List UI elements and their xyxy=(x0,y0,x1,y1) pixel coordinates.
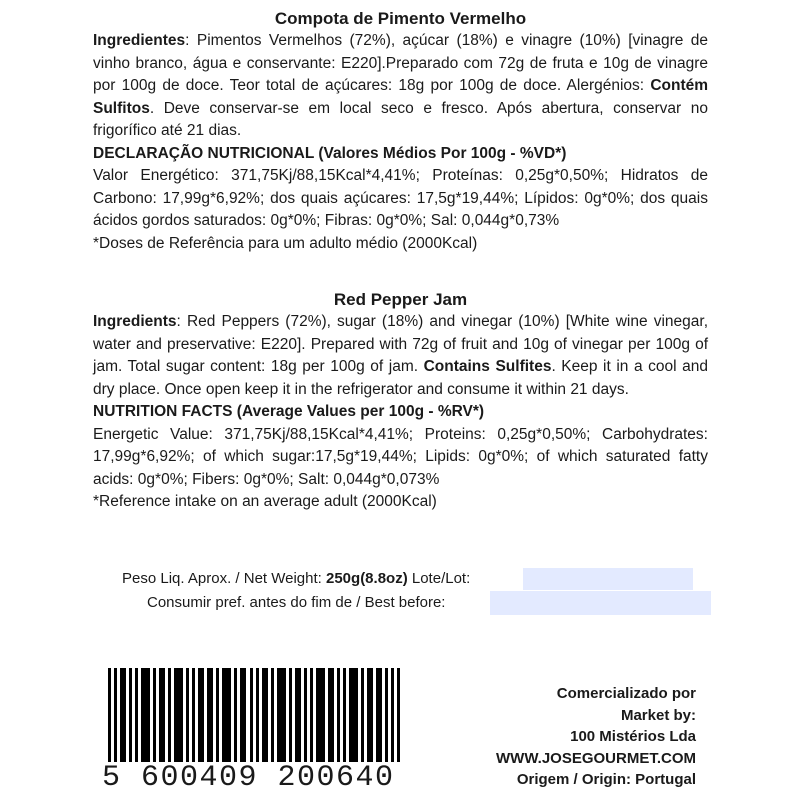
pt-reference-note: *Doses de Referência para um adulto médio (2000Kcal) xyxy=(93,234,478,252)
pt-allergens-label: Alergénios: xyxy=(566,77,651,94)
lot-label: Lote/Lot: xyxy=(407,570,471,587)
best-before-field[interactable] xyxy=(490,591,711,615)
pt-storage-text: . Deve conservar-se em local seco e fresco. Após abertura, conservar no frigorífico até 21 dias. xyxy=(93,99,708,139)
net-weight-row xyxy=(122,569,470,589)
pt-ingredients-text: : Pimentos Vermelhos (72%), açúcar (18%) e vinagre (10%) [vinagre de vinho branco, água e conservante: E220].Preparado com 72g de fruta e 10g de vinagre por 100g de doce. Teor total de açúcares: 18g por 100g de doce. xyxy=(93,32,708,94)
best-before-label: Consumir pref. antes do fim de / Best before: xyxy=(147,594,446,611)
pt-nutrition-text: Valor Energético: 371,75Kj/88,15Kcal*4,41%; Proteínas: 0,25g*0,50%; Hidratos de Carbono: 17,99g*6,92%; dos quais açúcares: 17,5g*19,44%; Lípidos: 0g*0%; dos quais ácidos gordos saturados: 0g*0%; Fibras: 0g*0%; Sal: 0,044g*0,73% xyxy=(93,167,708,229)
en-product-title: Red Pepper Jam xyxy=(333,290,468,309)
company-name: 100 Mistérios Lda xyxy=(570,728,696,745)
en-storage-text: . Keep it in a cool and dry place. Once open keep it in the refrigerator and consume it within 21 days. xyxy=(93,358,708,398)
company-info xyxy=(496,683,696,791)
en-nutrition-text: Energetic Value: 371,75Kj/88,15Kcal*4,41%; Proteins: 0,25g*0,50%; Carbohydrates: 17,99g*6,92%; of which sugar:17,5g*19,44%; Lipids: 0g*0%; of which saturated fatty acids: 0g*0%; Fibers: 0g*0%; Salt: 0,044g*0,073% xyxy=(93,425,708,488)
pt-nutrition-heading xyxy=(93,143,708,166)
en-nutrition-heading-text: NUTRITION FACTS (Average Values per 100g - %RV*) xyxy=(93,403,485,420)
pt-ingredients-label: Ingredientes xyxy=(93,32,186,49)
pt-allergens-value: Contém Sulfitos xyxy=(93,77,709,117)
en-nutrition-heading xyxy=(93,401,708,424)
en-allergens-value: Contains Sulfites xyxy=(423,358,552,375)
lot-number-field[interactable] xyxy=(523,568,693,590)
net-weight-value: 250g(8.8oz) xyxy=(326,570,408,587)
marketed-by-line-1: Comercializado por xyxy=(556,685,696,702)
pt-nutrition-heading-text: DECLARAÇÃO NUTRICIONAL (Valores Médios Por 100g - %VD*) xyxy=(93,144,567,162)
pt-ingredients-paragraph xyxy=(93,30,708,143)
origin-line: Origem / Origin: Portugal xyxy=(516,771,696,788)
en-reference-note: *Reference intake on an average adult (2000Kcal) xyxy=(93,493,437,510)
pt-product-title: Compota de Pimento Vermelho xyxy=(274,9,527,28)
en-ingredients-label: Ingredients xyxy=(93,313,177,330)
net-weight-label: Peso Liq. Aprox. / Net Weight: xyxy=(122,570,326,587)
marketed-by-line-2: Market by: xyxy=(620,706,696,724)
en-ingredients-paragraph xyxy=(93,311,708,401)
barcode-number: 5 600409 200640 xyxy=(102,762,408,794)
company-website: WWW.JOSEGOURMET.COM xyxy=(496,749,696,767)
portuguese-label-section xyxy=(93,8,708,255)
en-ingredients-text: : Red Peppers (72%), sugar (18%) and vinegar (10%) [White wine vinegar, water and preservative: E220]. Prepared with 72g of fruit and 10g of vinegar per 100g of jam. Total sugar content: 18g per 100g of jam. xyxy=(93,313,708,375)
english-label-section xyxy=(93,289,708,514)
